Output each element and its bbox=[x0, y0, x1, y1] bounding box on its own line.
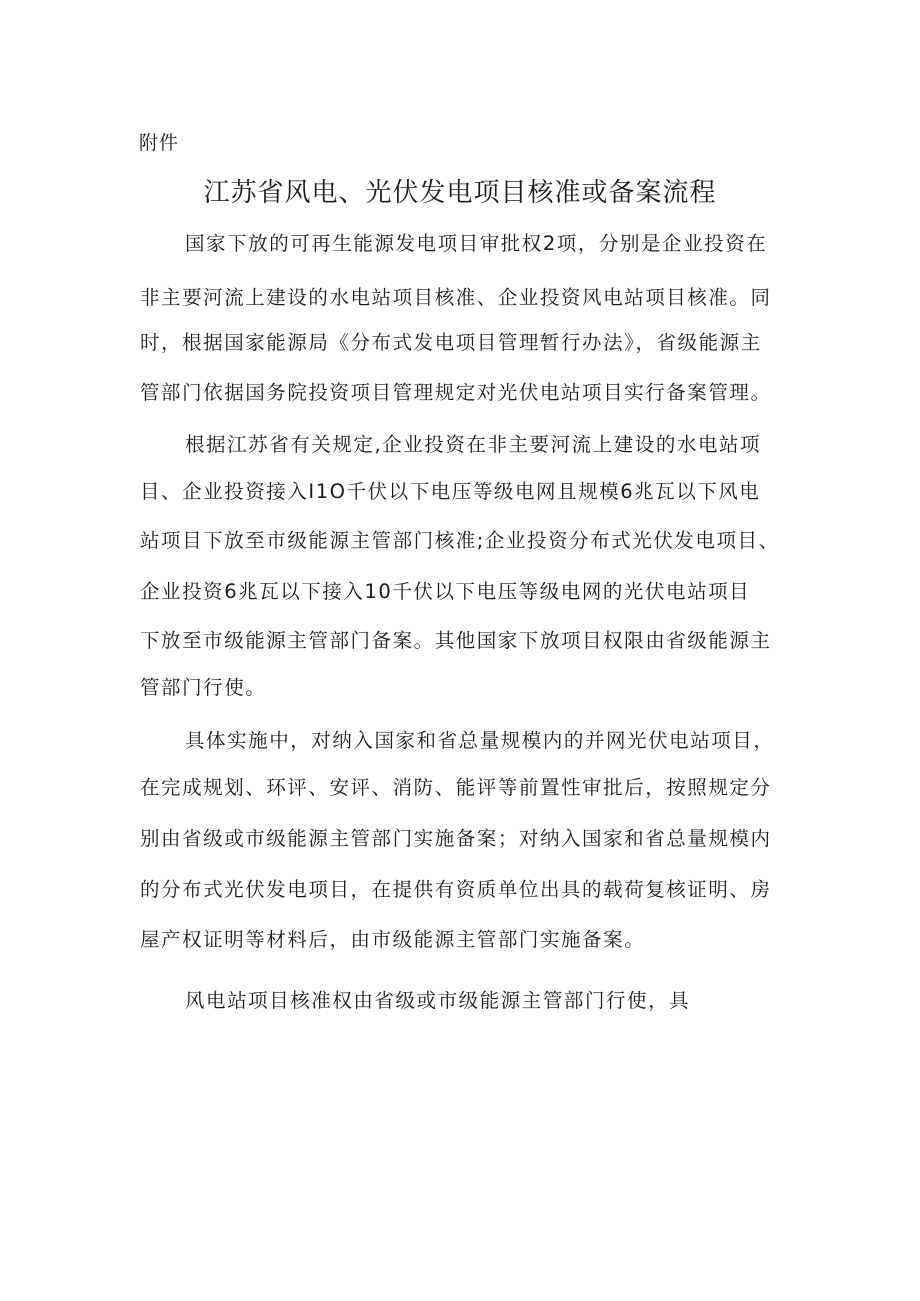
paragraph-line: 目、企业投资接入I1O千伏以下电压等级电网且规模6兆瓦以下风电 bbox=[140, 480, 761, 503]
paragraph-line: 管部门依据国务院投资项目管理规定对光伏电站项目实行备案管理。 bbox=[140, 381, 772, 404]
paragraph-line: 具体实施中，对纳入国家和省总量规模内的并网光伏电站项目， bbox=[185, 729, 775, 752]
paragraph-line: 别由省级或市级能源主管部门实施备案；对纳入国家和省总量规模内 bbox=[140, 827, 772, 850]
paragraph-line: 时，根据国家能源局《分布式发电项目管理暂行办法》，省级能源主 bbox=[140, 331, 762, 354]
paragraph-line: 管部门行使。 bbox=[140, 676, 267, 699]
paragraph-line: 屋产权证明等材料后，由市级能源主管部门实施备案。 bbox=[140, 928, 646, 951]
paragraph-line: 站项目下放至市级能源主管部门核准;企业投资分布式光伏发电项目、 bbox=[140, 529, 780, 552]
paragraph-line: 下放至市级能源主管部门备案。其他国家下放项目权限由省级能源主 bbox=[140, 629, 772, 652]
attachment-label: 附件 bbox=[139, 132, 180, 154]
paragraph-line: 的分布式光伏发电项目，在提供有资质单位出具的载荷复核证明、房 bbox=[140, 878, 772, 901]
paragraph-line: 风电站项目核准权由省级或市级能源主管部门行使，具 bbox=[185, 989, 691, 1012]
document-title: 江苏省风电、光伏发电项目核准或备案流程 bbox=[203, 178, 717, 208]
paragraph-line: 根据江苏省有关规定,企业投资在非主要河流上建设的水电站项 bbox=[185, 433, 762, 456]
paragraph-line: 企业投资6兆瓦以下接入10千伏以下电压等级电网的光伏电站项目 bbox=[140, 580, 751, 603]
paragraph-line: 非主要河流上建设的水电站项目核准、企业投资风电站项目核准。同 bbox=[140, 286, 772, 309]
paragraph-line: 国家下放的可再生能源发电项目审批权2项，分别是企业投资在 bbox=[185, 232, 768, 255]
paragraph-line: 在完成规划、环评、安评、消防、能评等前置性审批后，按照规定分 bbox=[140, 776, 772, 799]
